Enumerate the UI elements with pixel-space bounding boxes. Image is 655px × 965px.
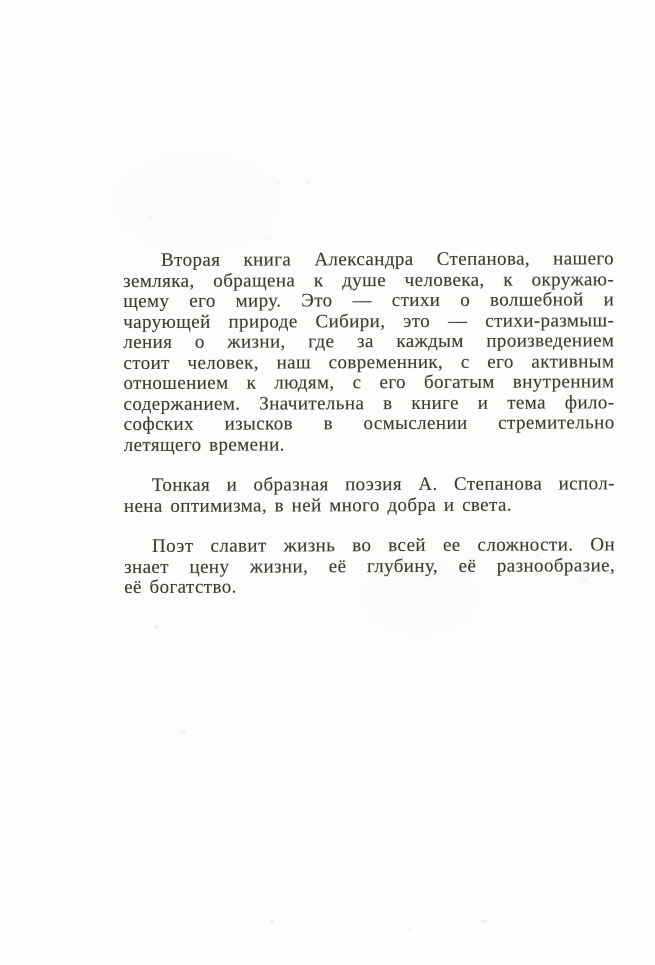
scan-speck xyxy=(267,238,271,241)
text-line: софских изысков в осмыслении стремительно xyxy=(123,412,615,435)
text-line: Поэт славит жизнь во всей ее сложности. Он xyxy=(151,534,616,557)
text-line: летящего времени. xyxy=(123,433,285,456)
scan-speck xyxy=(193,214,197,218)
scan-speck xyxy=(407,927,412,931)
scan-speck xyxy=(180,730,186,735)
scan-speck xyxy=(481,919,486,923)
text-line: ления о жизни, где за каждым произведением xyxy=(123,330,615,353)
text-line: знает цену жизни, её глубину, её разнообразие, xyxy=(124,554,616,578)
scan-speck xyxy=(277,182,281,185)
text-line: Тонкая и образная поэзия А. Степанова испол- xyxy=(151,473,615,496)
text-line: Вторая книга Александра Степанова, нашего xyxy=(160,248,615,271)
text-line: её богатство. xyxy=(124,576,237,598)
paragraph-3 xyxy=(124,535,615,598)
paragraph-2 xyxy=(124,474,615,517)
scan-speck xyxy=(154,625,159,629)
paragraph-1 xyxy=(123,249,615,456)
text-line: щему его миру. Это — стихи о волшебной и xyxy=(123,289,615,312)
text-line: чарующей природе Сибири, это — стихи-размыш- xyxy=(123,309,615,333)
text-line: содержанием. Значительна в книге и тема фило- xyxy=(123,391,615,415)
scan-speck xyxy=(582,579,587,583)
text-line: стоит человек, наш современник, с его активным xyxy=(123,350,615,374)
scan-speck xyxy=(305,180,310,184)
scan-speck xyxy=(535,555,539,558)
text-line: земляка, обращена к душе человека, к окружаю- xyxy=(123,268,615,292)
annotation-text-block xyxy=(123,249,615,598)
scan-speck xyxy=(149,216,153,219)
text-line: нена оптимизма, в ней много добра и света. xyxy=(123,494,512,517)
text-line: отношением к людям, с его богатым внутренним xyxy=(123,371,615,394)
scan-speck xyxy=(270,919,274,923)
